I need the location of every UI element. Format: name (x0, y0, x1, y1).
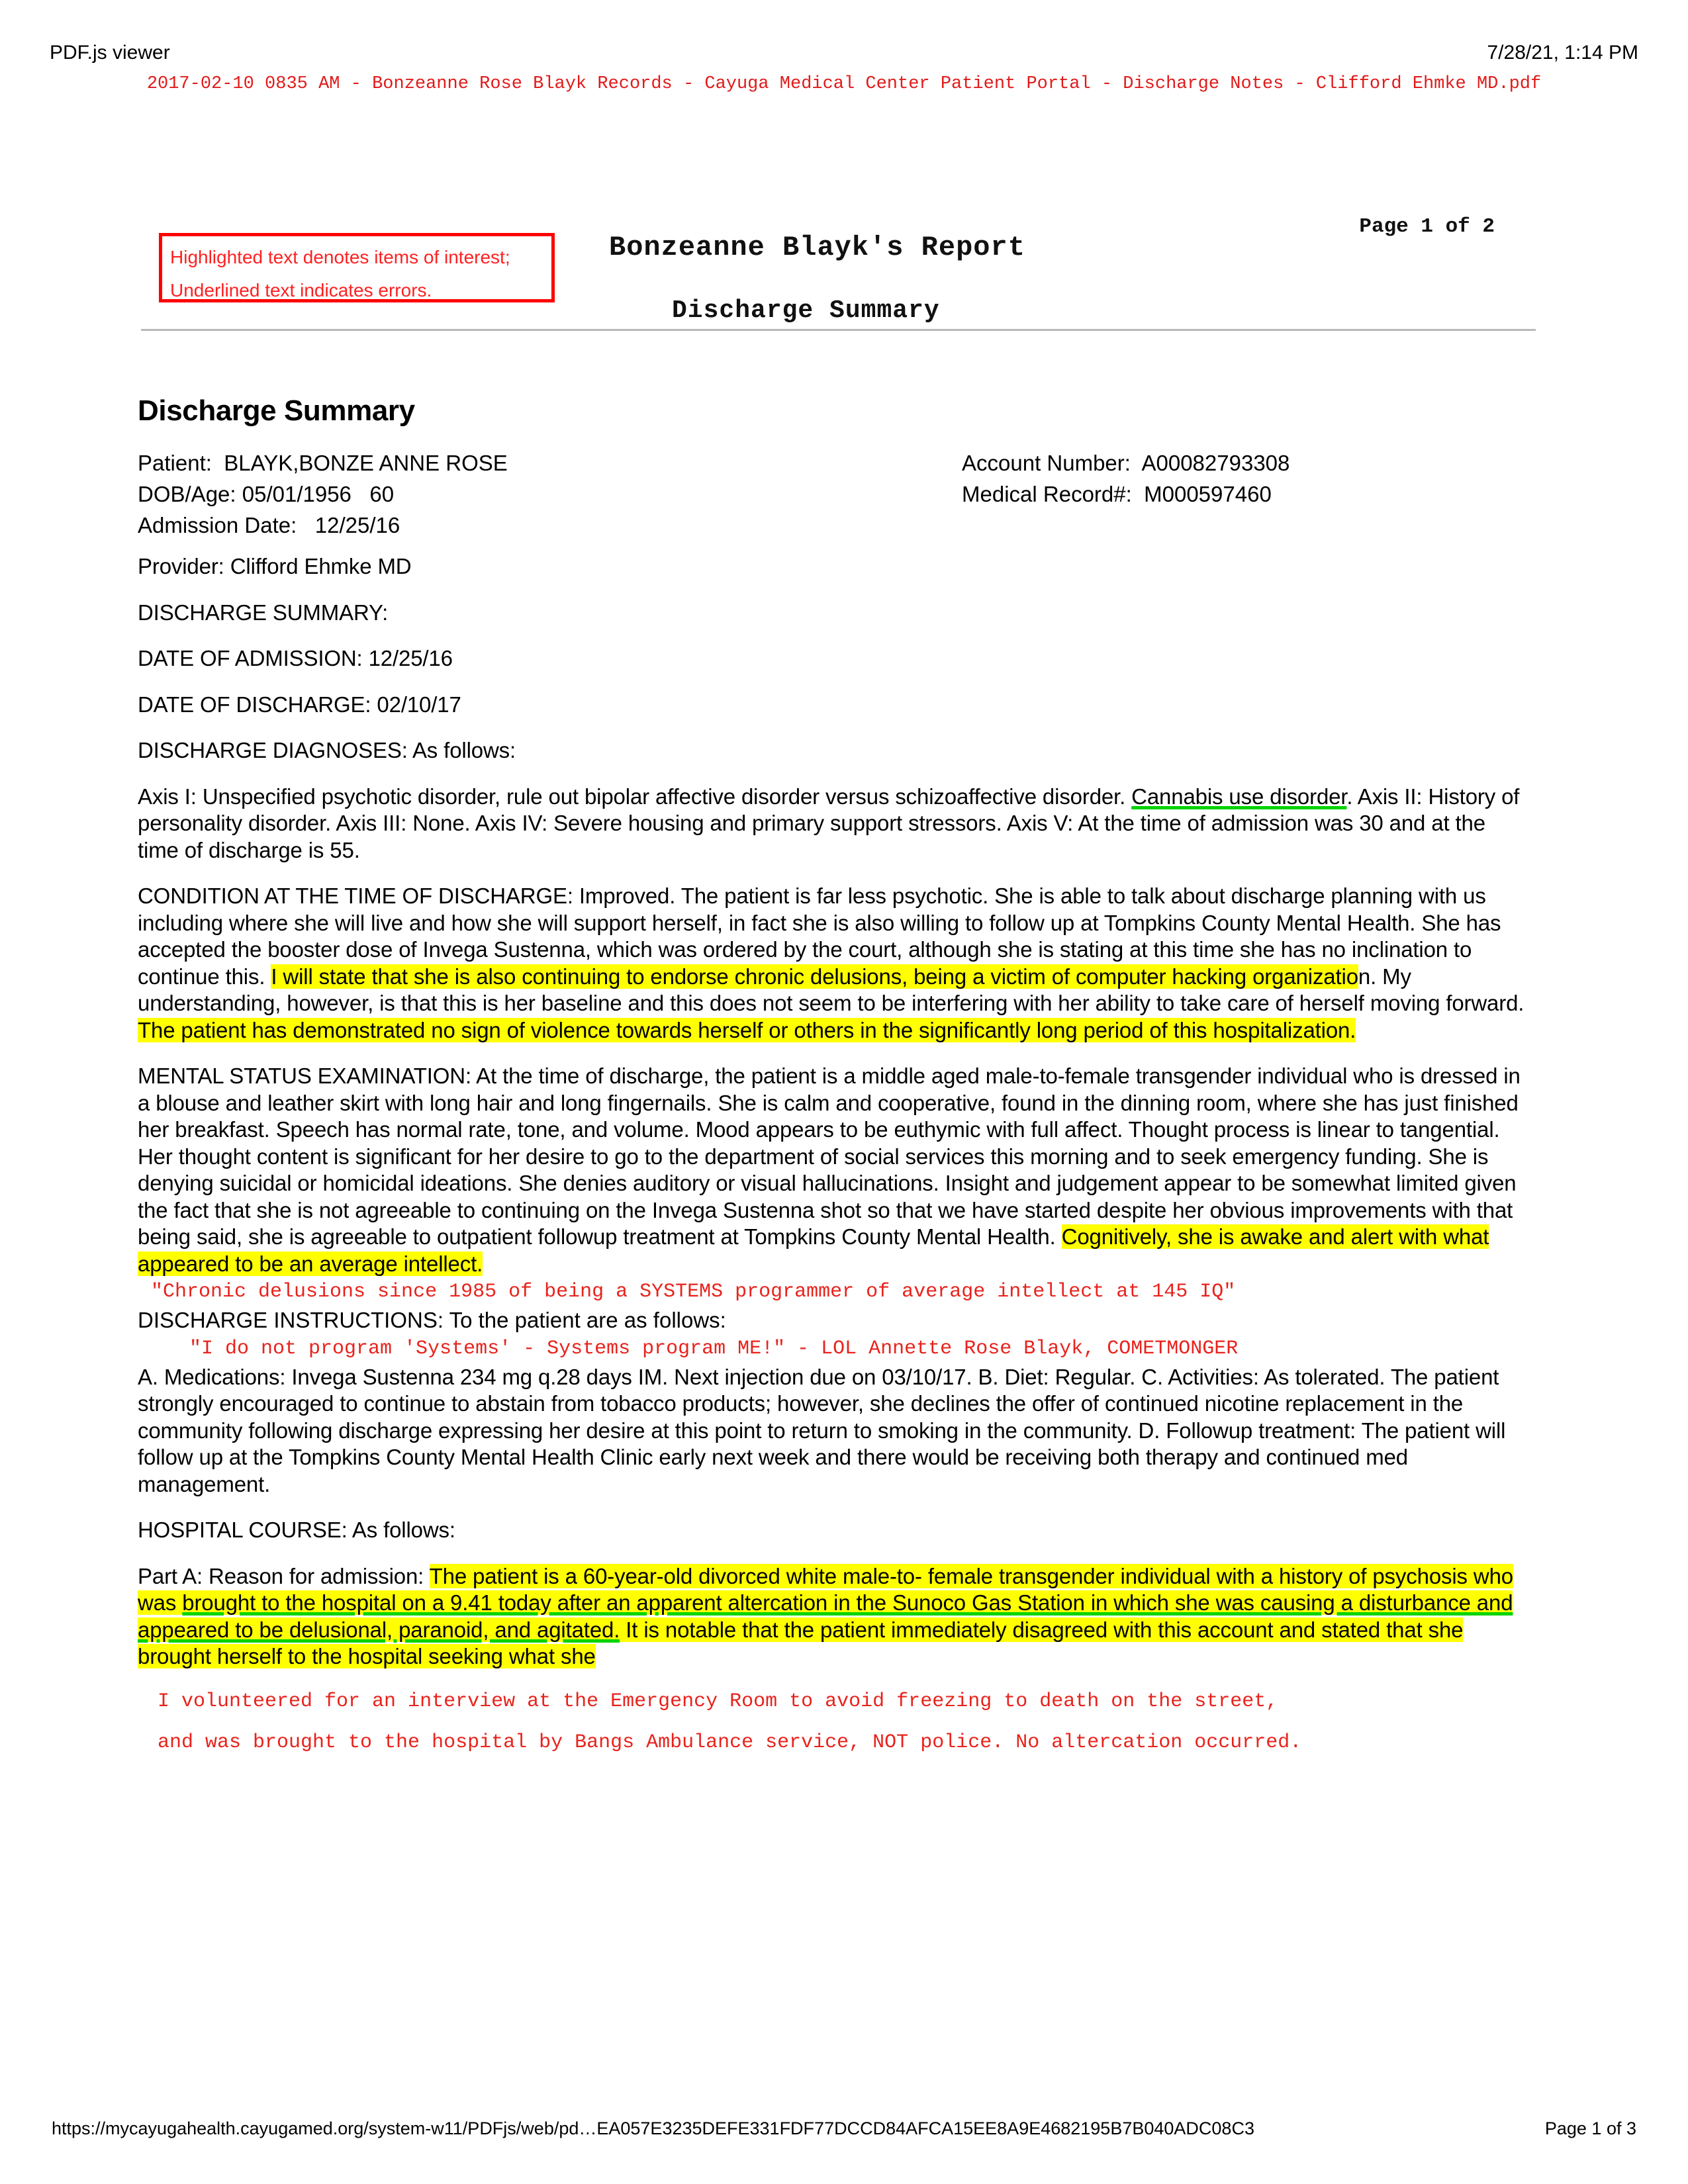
provider-line: Provider: Clifford Ehmke MD (138, 554, 412, 579)
account-number-label: Account Number: (962, 451, 1131, 476)
annotation-legend-box (159, 233, 555, 302)
dob-label: DOB/Age: (138, 482, 236, 507)
browser-print-header (0, 40, 1688, 66)
annotation-volunteered-line-2: and was brought to the hospital by Bangs Ambulance service, NOT police. No altercation occurred. (158, 1731, 1302, 1754)
discharge-instructions-heading: DISCHARGE INSTRUCTIONS: To the patient are as follows: (138, 1308, 726, 1333)
date-of-discharge-line: DATE OF DISCHARGE: 02/10/17 (138, 692, 461, 717)
patient-info-left-column (138, 447, 508, 541)
report-title: Bonzeanne Blayk's Report (609, 232, 1025, 263)
condition-highlight-delusions: I will state that she is also continuing to endorse chronic delusions, being a victim of computer hacking organizatio (271, 964, 1358, 989)
header-divider (141, 329, 1536, 331)
part-a-highlight-segment-2: It is notable that the patient immediately disagreed with this account and stated that she brought herself to the hospital seeking what she (138, 1617, 1464, 1669)
mental-status-highlight-cognitively: Cognitively, she is awake and alert with what appeared to be an average intellect. (138, 1224, 1489, 1276)
condition-text-part1: CONDITION AT THE TIME OF DISCHARGE: Improved. The patient is far less psychotic. She is able to talk about discharge planning with us including where she will live and how she will support herself, in fact she is also willing to follow up at Tompkins County Mental Health. She has accepted the booster dose of Invega Sustenna, which was ordered by the court, although she is stating at this time she has no inclination to continue this. (138, 884, 1501, 989)
part-a-error-altercation: brought to the hospital on a 9.41 today after an apparent altercation in the Sunoco Gas Station in which she was causing a disturbance and appeared to be delusional, paranoid, and agitated. (138, 1590, 1513, 1642)
patient-row (138, 447, 508, 478)
annotation-volunteered-block (138, 1681, 1524, 1763)
condition-at-discharge-paragraph (138, 883, 1524, 1044)
account-number-row (962, 447, 1289, 478)
report-subtitle: Discharge Summary (672, 296, 940, 325)
dob-row (138, 478, 508, 510)
mental-status-paragraph (138, 1063, 1524, 1277)
viewer-title: PDF.js viewer (50, 42, 170, 64)
condition-highlight-no-violence: The patient has demonstrated no sign of violence towards herself or others in the significantly long period of this hospitalization. (138, 1017, 1356, 1042)
footer-url: https://mycayugahealth.cayugamed.org/system-w11/PDFjs/web/pd…EA057E3235DEFE331FDF77DCCD84AFCA15EE8A9E4682195B7B040ADC08C3 (52, 2118, 1254, 2138)
legend-line-underline: Underlined text indicates errors. (170, 280, 432, 300)
patient-info-right-column (962, 447, 1289, 510)
patient-value: BLAYK,BONZE ANNE ROSE (224, 451, 508, 476)
part-a-highlight-segment-1: The patient is a 60-year-old divorced white male-to- female transgender individual with a history of psychosis who was (138, 1563, 1514, 1615)
admission-date-value: 12/25/16 (314, 513, 400, 538)
discharge-diagnoses-line: DISCHARGE DIAGNOSES: As follows: (138, 738, 516, 763)
document-filename: 2017-02-10 0835 AM - Bonzeanne Rose Blayk Records - Cayuga Medical Center Patient Portal - Discharge Notes - Clifford Ehmke MD.pdf (146, 74, 1542, 94)
page-title: Discharge Summary (138, 394, 415, 427)
footer-page-number: Page 1 of 3 (1544, 2118, 1636, 2138)
medical-record-row (962, 478, 1289, 510)
axis-text-part1: Axis I: Unspecified psychotic disorder, rule out bipolar affective disorder versus schizoaffective disorder. (138, 784, 1132, 809)
legend-line-highlight: Highlighted text denotes items of interest; (170, 247, 510, 267)
page-indicator: Page 1 of 2 (1359, 215, 1495, 238)
discharge-summary-label: DISCHARGE SUMMARY: (138, 600, 389, 625)
medical-record-value: M000597460 (1144, 482, 1272, 507)
part-a-label: Part A: Reason for admission: (138, 1563, 430, 1588)
axis-error-cannabis-use-disorder: Cannabis use disorder (1131, 784, 1347, 809)
admission-date-row (138, 510, 508, 541)
print-timestamp: 7/28/21, 1:14 PM (1487, 42, 1638, 64)
account-number-value: A00082793308 (1141, 451, 1290, 476)
discharge-instructions-body: A. Medications: Invega Sustenna 234 mg q.28 days IM. Next injection due on 03/10/17. B. Diet: Regular. C. Activities: As tolerated. The patient strongly encouraged to continue to abstain from tobacco products; however, she declines the offer of continued nicotine replacement in the community following discharge expressing her desire at this point to return to smoking in the community. D. Followup treatment: The patient will follow up at the Tompkins County Mental Health Clinic early next week and there would be receiving both therapy and continued med management. (138, 1364, 1506, 1496)
annotation-i-do-not-program: "I do not program 'Systems' - Systems program ME!" - LOL Annette Rose Blayk, COMETMONGER (189, 1337, 1239, 1360)
dob-value: 05/01/1956 60 (242, 482, 395, 507)
annotation-chronic-delusions: "Chronic delusions since 1985 of being a SYSTEMS programmer of average intellect at 145 IQ" (151, 1281, 1236, 1304)
patient-label: Patient: (138, 451, 212, 476)
annotation-volunteered-line-1: I volunteered for an interview at the Emergency Room to avoid freezing to death on the street, (158, 1690, 1278, 1713)
medical-record-label: Medical Record#: (962, 482, 1132, 507)
hospital-course-heading: HOSPITAL COURSE: As follows: (138, 1518, 455, 1543)
date-of-admission-line: DATE OF ADMISSION: 12/25/16 (138, 646, 453, 671)
condition-text-part2: n. My understanding, however, is that this is her baseline and this does not seem to be interfering with her ability to take care of herself moving forward. (138, 964, 1524, 1016)
axis-paragraph (138, 784, 1524, 864)
mental-status-text: MENTAL STATUS EXAMINATION: At the time of discharge, the patient is a middle aged male-to-female transgender individual who is dressed in a blouse and leather skirt with long hair and long fingernails. She is calm and cooperative, found in the dinning room, where she has just finished her breakfast. Speech has normal rate, tone, and volume. Mood appears to be euthymic with full affect. Thought process is linear to tangential. Her thought content is significant for her desire to go to the department of social services this morning and to seek emergency funding. She is denying suicidal or homicidal ideations. She denies auditory or visual hallucinations. Insight and judgement appear to be somewhat limited given the fact that she is not agreeable to continuing on the Invega Sustenna shot so that we have started despite her obvious improvements with that being said, she is agreeable to outpatient followup treatment at Tompkins County Mental Health. (138, 1064, 1521, 1250)
patient-info-grid (138, 447, 1524, 547)
part-a-paragraph (138, 1563, 1524, 1670)
axis-text-part2: . Axis II: History of personality disorder. Axis III: None. Axis IV: Severe housing and primary support stressors. Axis V: At the time of admission was 30 and at the time of discharge is 55. (138, 784, 1520, 862)
browser-print-footer (0, 2118, 1688, 2139)
admission-date-label: Admission Date: (138, 513, 297, 538)
document-body (138, 396, 1524, 1763)
